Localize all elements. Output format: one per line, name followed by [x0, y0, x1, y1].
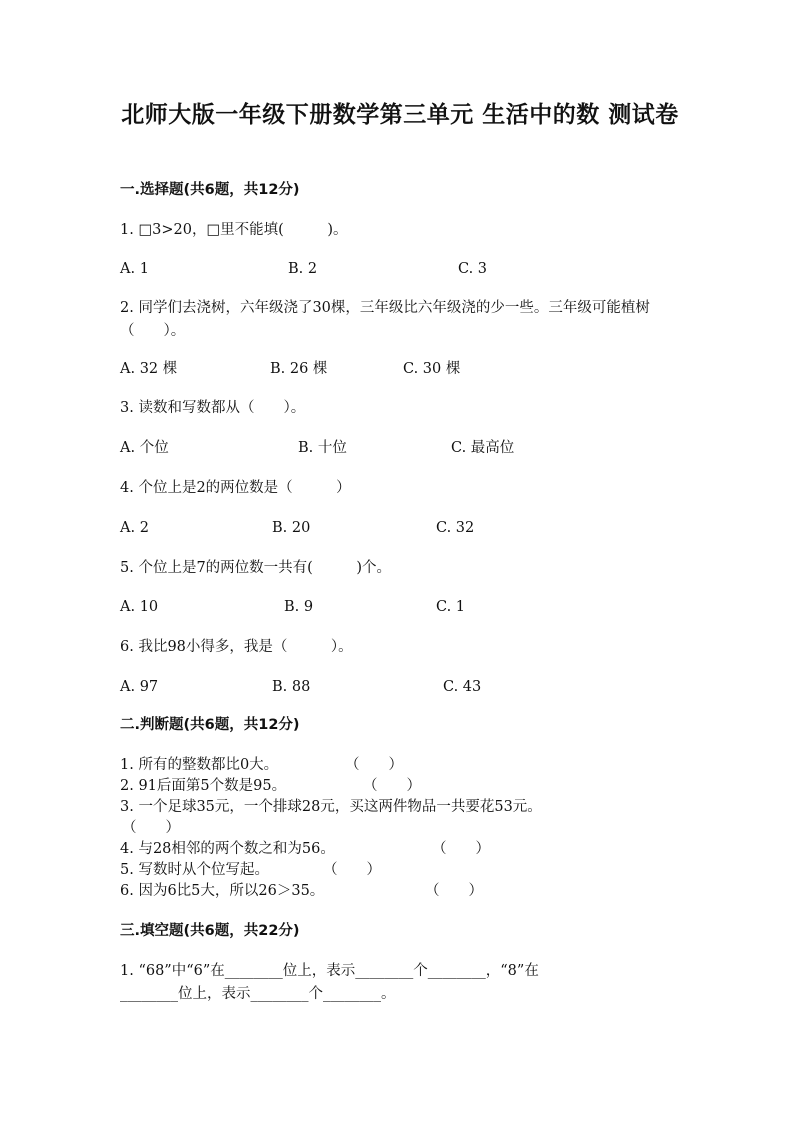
- judgement-3-paren: （ ）: [122, 820, 180, 836]
- judgement-6-paren: （ ）: [425, 883, 483, 899]
- question-2-option-b: B. 26 棵: [270, 361, 328, 377]
- question-5-option-c: C. 1: [436, 599, 466, 615]
- question-4-option-c: C. 32: [436, 520, 475, 536]
- question-3-option-b: B. 十位: [298, 440, 347, 456]
- judgement-1-paren: （ ）: [345, 757, 403, 773]
- question-4-option-a: A. 2: [120, 520, 149, 536]
- question-3-option-a: A. 个位: [120, 440, 169, 456]
- judgement-5-paren: （ ）: [323, 862, 381, 878]
- question-5-option-a: A. 10: [120, 599, 159, 615]
- question-6-option-b: B. 88: [272, 679, 311, 695]
- section-heading-choice: 一.选择题(共6题，共12分): [120, 182, 300, 198]
- question-6-option-c: C. 43: [443, 679, 482, 695]
- question-1-stem: 1. □3>20，□里不能填( )。: [120, 222, 348, 238]
- judgement-4-text: 4. 与28相邻的两个数之和为56。: [120, 841, 335, 857]
- question-3-option-c: C. 最高位: [451, 440, 515, 456]
- question-5-stem: 5. 个位上是7的两位数一共有( )个。: [120, 560, 391, 576]
- question-6-stem: 6. 我比98小得多，我是（ ）。: [120, 639, 353, 655]
- section-heading-fill-in: 三.填空题(共6题，共22分): [120, 923, 300, 939]
- judgement-6-text: 6. 因为6比5大，所以26＞35。: [120, 883, 325, 899]
- question-6-option-a: A. 97: [120, 679, 159, 695]
- page-title: 北师大版一年级下册数学第三单元 生活中的数 测试卷: [121, 102, 679, 128]
- fill-in-1-line-2: ________位上，表示________个________。: [120, 986, 396, 1002]
- judgement-2-paren: （ ）: [363, 778, 421, 794]
- question-2-stem: 2. 同学们去浇树，六年级浇了30棵，三年级比六年级浇的少一些。三年级可能植树（ ）。: [120, 300, 650, 339]
- question-3-stem: 3. 读数和写数都从（ ）。: [120, 400, 306, 416]
- question-1-option-c: C. 3: [458, 261, 488, 277]
- judgement-4-paren: （ ）: [432, 841, 490, 857]
- question-5-option-b: B. 9: [284, 599, 314, 615]
- judgement-3-text: 3. 一个足球35元，一个排球28元，买这两件物品一共要花53元。: [120, 799, 542, 815]
- section-heading-judgement: 二.判断题(共6题，共12分): [120, 717, 300, 733]
- judgement-1-text: 1. 所有的整数都比0大。: [120, 757, 279, 773]
- question-1-option-a: A. 1: [120, 261, 149, 277]
- question-4-option-b: B. 20: [272, 520, 311, 536]
- fill-in-1-line-1: 1. “68”中“6”在________位上，表示________个________，“8”在: [120, 963, 539, 979]
- judgement-2-text: 2. 91后面第5个数是95。: [120, 778, 287, 794]
- question-1-option-b: B. 2: [288, 261, 318, 277]
- question-2-option-c: C. 30 棵: [403, 361, 461, 377]
- judgement-5-text: 5. 写数时从个位写起。: [120, 862, 269, 878]
- question-2-option-a: A. 32 棵: [120, 361, 178, 377]
- question-4-stem: 4. 个位上是2的两位数是（ ）: [120, 480, 351, 496]
